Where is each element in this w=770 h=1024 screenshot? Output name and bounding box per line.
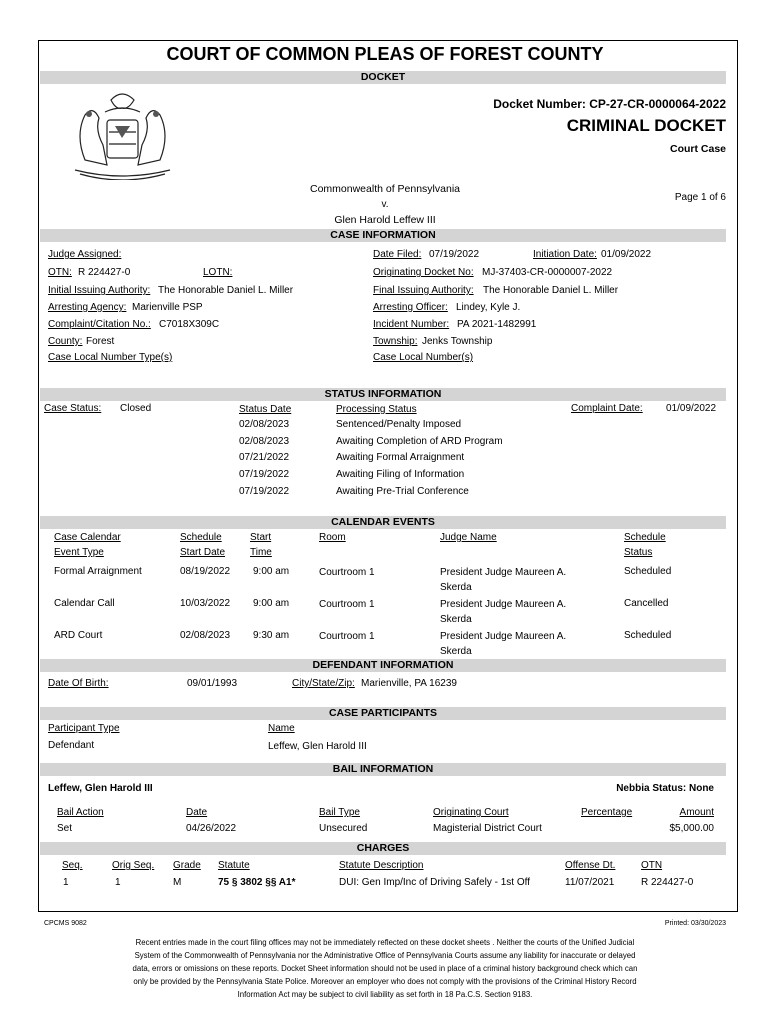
final-issuing-label: Final Issuing Authority: [373,285,474,296]
disclaimer-line: System of the Commonwealth of Pennsylvania nor the Administrative Office of Pennsylvania Courts assume any liability for inaccurate or delayed [134,951,636,960]
status-date-header: Status Date [239,404,292,415]
status-row-status: Awaiting Completion of ARD Program [336,436,503,447]
bail-header-amount: Amount [679,807,714,818]
initial-issuing-label: Initial Issuing Authority: [48,285,151,296]
court-title: COURT OF COMMON PLEAS OF FOREST COUNTY [166,44,604,64]
complaint-date-value: 01/09/2022 [666,403,717,414]
originating-docket-label: Originating Docket No: [373,267,474,278]
docket-bar: DOCKET [40,71,726,84]
calendar-header-time: Time [250,547,272,558]
initiation-date-label: Initiation Date: [533,249,597,260]
charges-row-statute: 75 § 3802 §§ A1* [218,877,296,888]
bail-information-bar: BAIL INFORMATION [40,763,726,776]
bail-header-type: Bail Type [319,807,360,818]
case-kind: Court Case [669,143,726,155]
calendar-row-time: 9:30 am [253,630,290,641]
initial-issuing-value: The Honorable Daniel L. Miller [158,285,294,296]
bail-row-court: Magisterial District Court [433,823,542,834]
charges-row-otn: R 224427-0 [641,877,694,888]
complaint-date-label: Complaint Date: [571,403,643,414]
charges-header-grade: Grade [173,860,201,871]
status-row-status: Sentenced/Penalty Imposed [336,419,462,430]
bail-header-percentage: Percentage [581,807,633,818]
disclaimer-line: data, errors or omissions on these reports. Docket Sheet information should not be used in place of a criminal history background check which can [132,964,638,973]
arresting-officer-label: Arresting Officer: [373,302,448,313]
bail-row-date: 04/26/2022 [186,823,237,834]
docket-type: CRIMINAL DOCKET [566,116,726,135]
calendar-row-room: Courtroom 1 [319,567,375,578]
calendar-row-judge: Skerda [440,614,472,625]
calendar-row-judge: Skerda [440,582,472,593]
calendar-row-date: 08/19/2022 [180,566,231,577]
status-row-date: 02/08/2023 [239,436,290,447]
case-status-label: Case Status: [44,403,102,414]
charges-row-seq: 1 [63,877,69,888]
calendar-row-judge: President Judge Maureen A. [440,631,567,642]
complaint-value: C7018X309C [159,319,220,330]
case-information-bar: CASE INFORMATION [40,229,726,242]
status-row-date: 07/21/2022 [239,452,290,463]
disclaimer-line: Information Act may be subject to civil liability as set forth in 18 Pa.C.S. Section 9183. [237,990,533,999]
participant-name-header: Name [268,723,295,734]
form-id: CPCMS 9082 [44,920,87,927]
case-local-number-label: Case Local Number(s) [373,352,474,363]
calendar-header-judge: Judge Name [440,532,497,543]
bail-row-type: Unsecured [319,823,368,834]
nebbia-status: Nebbia Status: None [616,783,714,794]
calendar-row-time: 9:00 am [253,566,290,577]
calendar-row-type: Calendar Call [54,598,115,609]
bail-header-action: Bail Action [57,807,104,818]
calendar-row-judge: President Judge Maureen A. [440,567,567,578]
calendar-header-status: Schedule [624,532,666,543]
originating-docket-value: MJ-37403-CR-0000007-2022 [482,267,613,278]
initiation-date-value: 01/09/2022 [601,249,652,260]
township-label: Township: [373,336,418,347]
incident-label: Incident Number: [373,319,450,330]
calendar-events-bar: CALENDAR EVENTS [40,516,726,529]
otn-value: R 224427-0 [78,267,131,278]
status-row-date: 07/19/2022 [239,486,290,497]
county-value: Forest [86,336,115,347]
arresting-agency-value: Marienville PSP [132,302,203,313]
case-status-value: Closed [120,403,152,414]
status-row-status: Awaiting Formal Arraignment [336,452,465,463]
caption-defendant: Glen Harold Leffew III [334,214,436,226]
charges-header-offense-date: Offense Dt. [565,860,616,871]
charges-header-statute: Statute [218,860,250,871]
bail-defendant-name: Leffew, Glen Harold III [48,783,153,794]
calendar-header-date: Start Date [180,547,226,558]
calendar-header-type: Event Type [54,547,104,558]
defendant-information-bar: DEFENDANT INFORMATION [40,659,726,672]
calendar-header-room: Room [319,532,346,543]
calendar-row-type: ARD Court [54,630,103,641]
bail-header-date: Date [186,807,208,818]
city-label: City/State/Zip: [292,678,355,689]
status-row-date: 02/08/2023 [239,419,290,430]
date-filed-label: Date Filed: [373,249,422,260]
calendar-row-status: Scheduled [624,630,672,641]
dob-value: 09/01/1993 [187,678,238,689]
status-information-bar: STATUS INFORMATION [40,388,726,401]
calendar-row-status: Cancelled [624,598,669,609]
calendar-header-status: Status [624,547,653,558]
calendar-row-date: 10/03/2022 [180,598,231,609]
incident-value: PA 2021-1482991 [457,319,537,330]
lotn-label: LOTN: [203,267,233,278]
otn-label: OTN: [48,267,72,278]
docket-number: Docket Number: CP-27-CR-0000064-2022 [493,97,726,111]
participant-name: Leffew, Glen Harold III [268,741,367,752]
calendar-row-judge: President Judge Maureen A. [440,599,567,610]
case-local-type-label: Case Local Number Type(s) [48,352,173,363]
participant-type: Defendant [48,740,95,751]
calendar-header-time: Start [250,532,272,543]
arresting-agency-label: Arresting Agency: [48,302,127,313]
calendar-row-room: Courtroom 1 [319,631,375,642]
bail-row-amount: $5,000.00 [669,823,714,834]
participant-type-header: Participant Type [48,723,120,734]
pennsylvania-seal-icon [55,90,190,180]
calendar-header-type: Case Calendar [54,532,121,543]
calendar-row-room: Courtroom 1 [319,599,375,610]
status-row-status: Awaiting Pre-Trial Conference [336,486,469,497]
bail-row-action: Set [57,823,73,834]
charges-header-seq: Seq. [62,860,83,871]
complaint-label: Complaint/Citation No.: [48,319,151,330]
city-value: Marienville, PA 16239 [361,678,457,689]
dob-label: Date Of Birth: [48,678,109,689]
charges-row-orig-seq: 1 [115,877,121,888]
calendar-row-status: Scheduled [624,566,672,577]
county-label: County: [48,336,83,347]
page-indicator: Page 1 of 6 [674,192,726,203]
date-filed-value: 07/19/2022 [429,249,480,260]
case-participants-bar: CASE PARTICIPANTS [40,707,726,720]
arresting-officer-value: Lindey, Kyle J. [456,302,521,313]
caption-versus: v. [381,199,389,210]
charges-row-description: DUI: Gen Imp/Inc of Driving Safely - 1st Off [339,877,530,888]
status-row-date: 07/19/2022 [239,469,290,480]
calendar-header-date: Schedule [180,532,222,543]
disclaimer-line: Recent entries made in the court filing offices may not be immediately reflected on these docket sheets . Neither the courts of the Unified Judicial [135,938,635,947]
judge-assigned-label: Judge Assigned: [48,249,122,260]
charges-bar: CHARGES [40,842,726,855]
charges-header-description: Statute Description [339,860,424,871]
disclaimer-line: only be provided by the Pennsylvania State Police. Moreover an employer who does not comply with the provisions of the Criminal History Record [133,977,637,986]
caption-commonwealth: Commonwealth of Pennsylvania [310,183,460,195]
charges-header-orig-seq: Orig Seq. [112,860,155,871]
calendar-row-judge: Skerda [440,646,472,657]
charges-row-offense-date: 11/07/2021 [565,877,615,888]
charges-header-otn: OTN [641,860,663,871]
township-value: Jenks Township [422,336,493,347]
calendar-row-type: Formal Arraignment [54,566,142,577]
final-issuing-value: The Honorable Daniel L. Miller [483,285,619,296]
calendar-row-date: 02/08/2023 [180,630,231,641]
disclaimer [80,936,690,1001]
status-row-status: Awaiting Filing of Information [336,469,465,480]
bail-header-court: Originating Court [433,807,509,818]
processing-status-header: Processing Status [336,404,417,415]
calendar-row-time: 9:00 am [253,598,290,609]
charges-row-grade: M [173,877,182,888]
printed-date: Printed: 03/30/2023 [664,920,726,927]
